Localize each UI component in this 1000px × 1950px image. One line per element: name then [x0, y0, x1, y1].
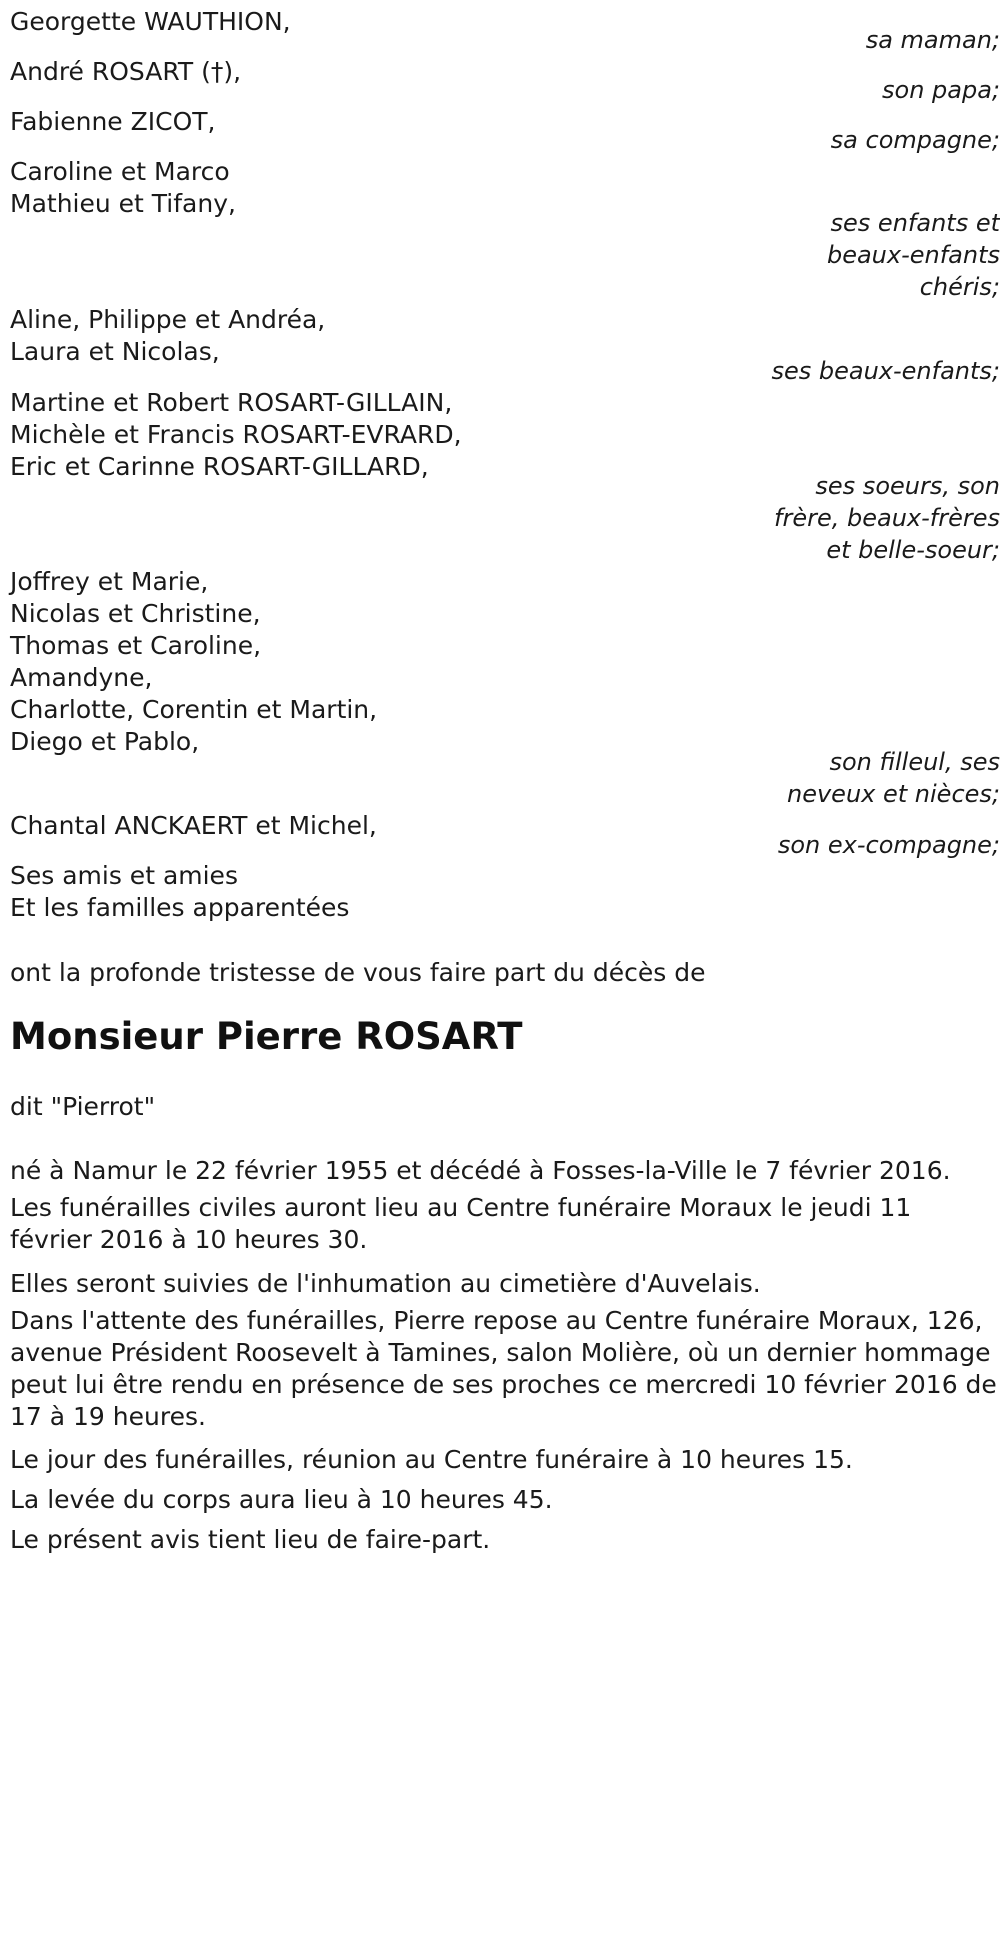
relation-label: beaux-enfants	[826, 241, 1000, 269]
relation-label: frère, beaux-frères	[774, 504, 1000, 532]
family-name-line: Nicolas et Christine,	[10, 599, 261, 628]
burial-details: Elles seront suivies de l'inhumation au cimetière d'Auvelais.	[10, 1269, 761, 1298]
family-name-line: Martine et Robert ROSART-GILLAIN,	[10, 388, 453, 417]
relation-label: sa maman;	[865, 26, 1000, 54]
family-name-line: Thomas et Caroline,	[10, 631, 262, 660]
funeral-details: Les funérailles civiles auront lieu au Centre funéraire Moraux le jeudi 11 février 2016 à 10 heures 30.	[10, 1193, 912, 1254]
family-name-line: Diego et Pablo,	[10, 727, 200, 756]
nickname: dit "Pierrot"	[10, 1092, 156, 1121]
family-name-line: Georgette WAUTHION,	[10, 7, 291, 36]
deceased-name: Monsieur Pierre ROSART	[10, 1015, 523, 1058]
family-name-line: Joffrey et Marie,	[10, 567, 209, 596]
family-name-line: Et les familles apparentées	[10, 893, 350, 922]
family-name-line: Michèle et Francis ROSART-EVRARD,	[10, 420, 462, 449]
family-name-line: Mathieu et Tifany,	[10, 189, 236, 218]
viewing-details: Dans l'attente des funérailles, Pierre repose au Centre funéraire Moraux, 126, avenue Président Roosevelt à Tamines, salon Molière, où un dernier hommage peut lui être rendu en présence de ses proches ce mercredi 10 février 2016 de 17 à 19 heures.	[10, 1306, 997, 1431]
relation-label: chéris;	[919, 273, 1000, 301]
family-name-line: Ses amis et amies	[10, 861, 238, 890]
family-name-line: Charlotte, Corentin et Martin,	[10, 695, 378, 724]
birth-death-details: né à Namur le 22 février 1955 et décédé à Fosses-la-Ville le 7 février 2016.	[10, 1156, 951, 1185]
family-name-line: Fabienne ZICOT,	[10, 107, 216, 136]
relation-label: son papa;	[882, 76, 1000, 104]
notice-statement: Le présent avis tient lieu de faire-part.	[10, 1525, 491, 1554]
family-name-line: Amandyne,	[10, 663, 153, 692]
family-name-line: Eric et Carinne ROSART-GILLARD,	[10, 452, 429, 481]
meeting-details: Le jour des funérailles, réunion au Centre funéraire à 10 heures 15.	[10, 1445, 853, 1474]
relation-label: ses beaux-enfants;	[771, 357, 1000, 385]
departure-details: La levée du corps aura lieu à 10 heures 45.	[10, 1485, 553, 1514]
family-name-line: Aline, Philippe et Andréa,	[10, 305, 326, 334]
relation-label: son filleul, ses	[829, 748, 1000, 776]
relation-label: ses enfants et	[830, 209, 1000, 237]
family-name-line: Chantal ANCKAERT et Michel,	[10, 811, 377, 840]
announcement-text: ont la profonde tristesse de vous faire part du décès de	[10, 958, 706, 987]
relation-label: neveux et nièces;	[787, 780, 1000, 808]
relation-label: et belle-soeur;	[826, 536, 1000, 564]
family-name-line: André ROSART (†),	[10, 57, 242, 86]
family-name-line: Caroline et Marco	[10, 157, 230, 186]
family-name-line: Laura et Nicolas,	[10, 337, 220, 366]
relation-label: son ex-compagne;	[777, 831, 1000, 859]
relation-label: sa compagne;	[830, 126, 1000, 154]
relation-label: ses soeurs, son	[815, 472, 1000, 500]
